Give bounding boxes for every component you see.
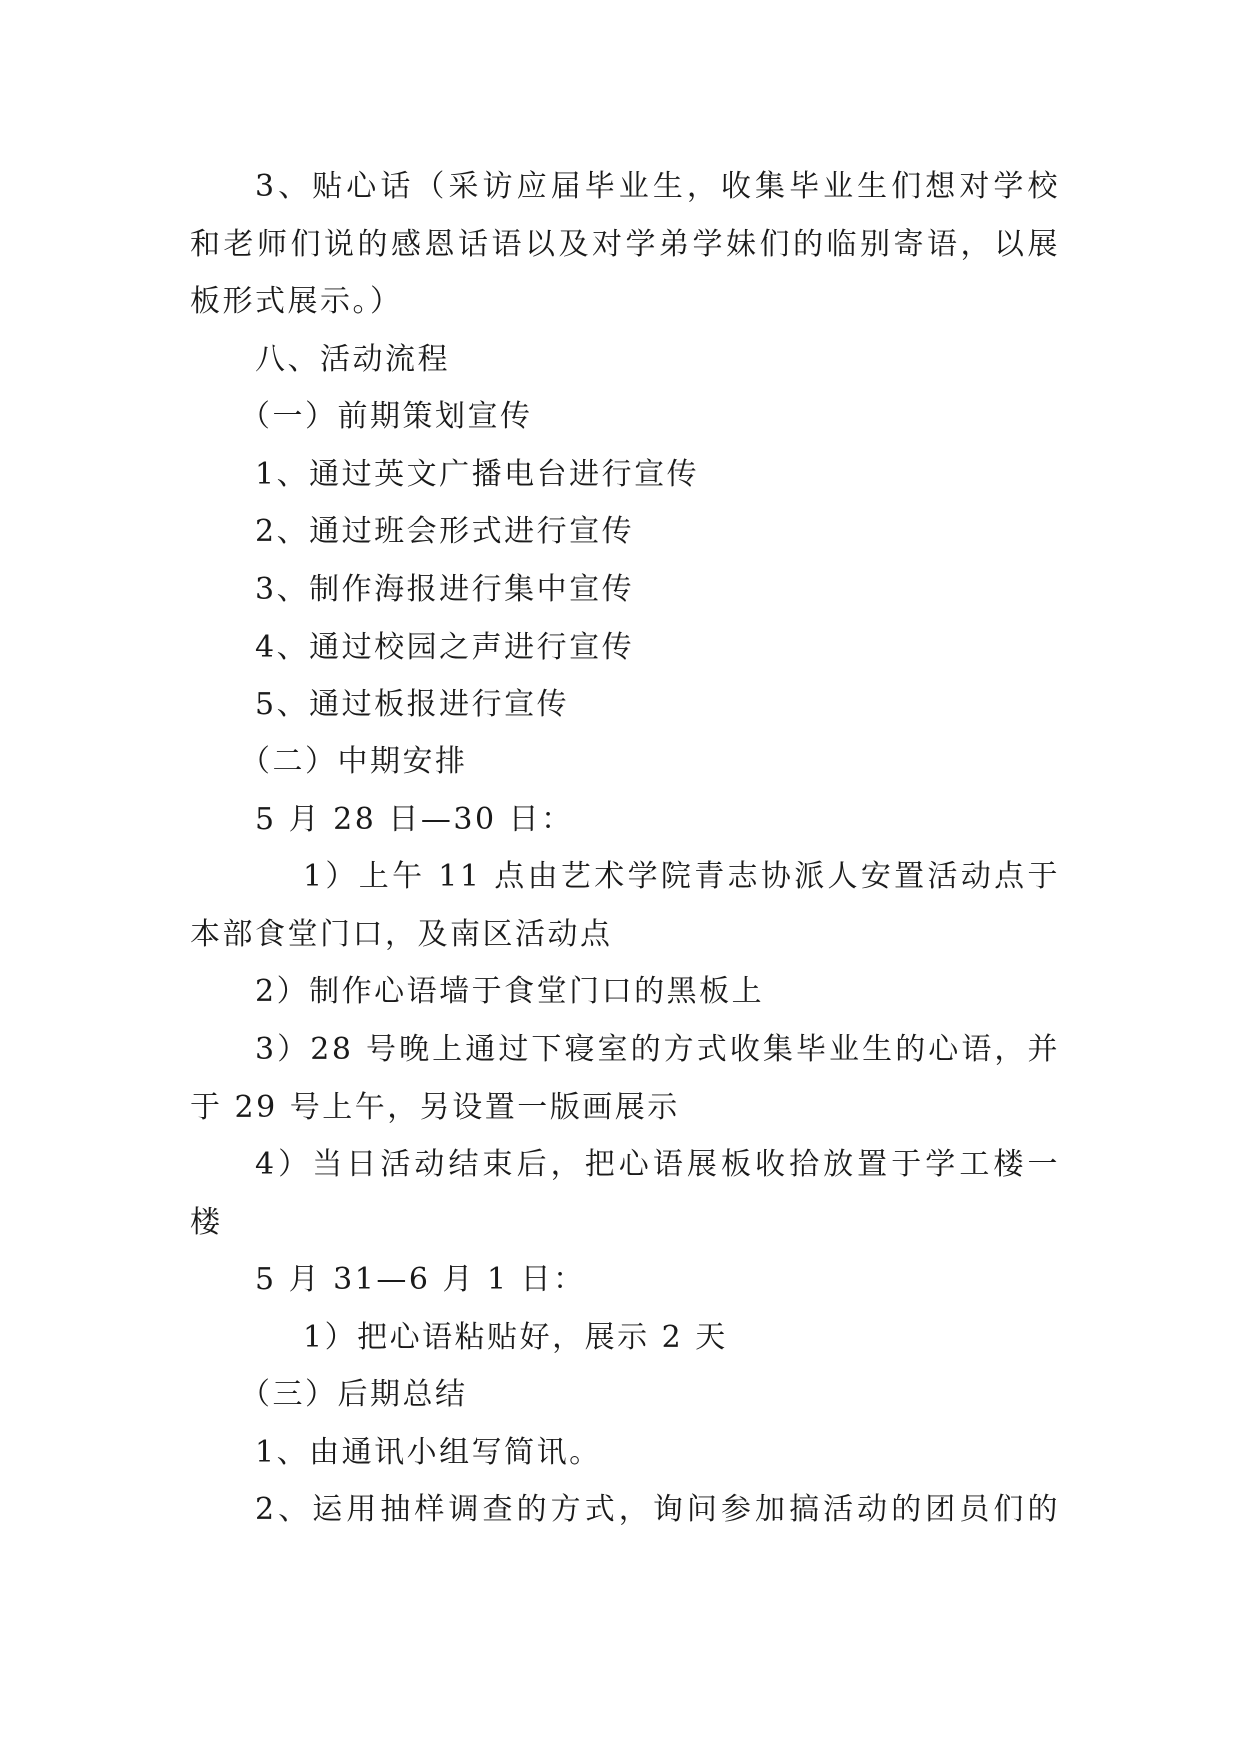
- list-item: 2、通过班会形式进行宣传: [255, 514, 635, 549]
- section-heading: 八、活动流程: [255, 342, 450, 377]
- list-item: 4、通过校园之声进行宣传: [255, 630, 635, 665]
- list-item: 1）把心语粘贴好，展示 2 天: [303, 1320, 728, 1355]
- list-item: 3）28 号晚上通过下寝室的方式收集毕业生的心语，并: [255, 1032, 1060, 1067]
- paragraph-line: 于 29 号上午，另设置一版画展示: [190, 1090, 680, 1125]
- paragraph-line: 板形式展示。）: [190, 284, 403, 319]
- list-item: 2）制作心语墙于食堂门口的黑板上: [255, 974, 765, 1009]
- paragraph-line: 和老师们说的感恩话语以及对学弟学妹们的临别寄语，以展: [190, 227, 1060, 262]
- list-item: 2、运用抽样调查的方式，询问参加搞活动的团员们的: [255, 1492, 1060, 1527]
- paragraph-line: 楼: [190, 1205, 223, 1240]
- subsection-heading: （三）后期总结: [240, 1377, 468, 1412]
- date-heading: 5 月 28 日—30 日：: [255, 802, 574, 837]
- paragraph-line: 3、贴心话（采访应届毕业生，收集毕业生们想对学校: [255, 169, 1060, 204]
- date-heading: 5 月 31—6 月 1 日：: [255, 1262, 586, 1297]
- paragraph-line: 本部食堂门口，及南区活动点: [190, 917, 613, 952]
- list-item: 1、由通讯小组写简讯。: [255, 1435, 602, 1470]
- list-item: 4）当日活动结束后，把心语展板收拾放置于学工楼一: [255, 1147, 1060, 1182]
- list-item: 1）上午 11 点由艺术学院青志协派人安置活动点于: [303, 859, 1060, 894]
- list-item: 1、通过英文广播电台进行宣传: [255, 457, 700, 492]
- list-item: 5、通过板报进行宣传: [255, 687, 570, 722]
- list-item: 3、制作海报进行集中宣传: [255, 572, 635, 607]
- subsection-heading: （一）前期策划宣传: [240, 399, 533, 434]
- subsection-heading: （二）中期安排: [240, 744, 468, 779]
